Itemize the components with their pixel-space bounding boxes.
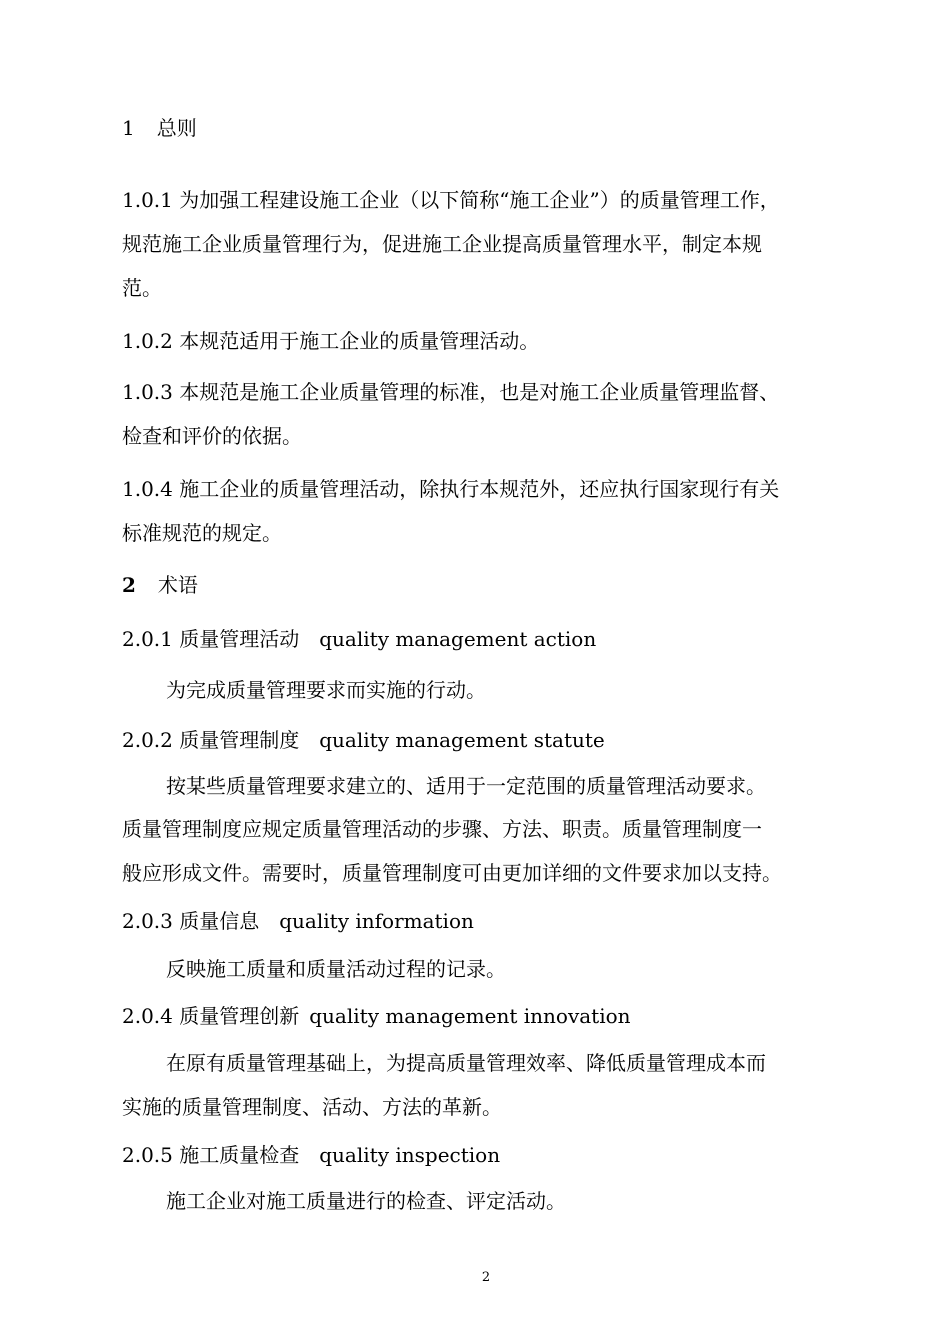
page-number: 2 — [481, 1270, 491, 1285]
section-2-heading — [122, 571, 198, 599]
term-2-0-2-definition-line-3: 般应形成文件。需要时，质量管理制度可由更加详细的文件要求加以支持。 — [122, 861, 782, 885]
term-2-0-5-english: quality inspection — [319, 1143, 501, 1167]
term-2-0-4-definition-line-2: 实施的质量管理制度、活动、方法的革新。 — [122, 1095, 502, 1119]
clause-1-0-2-line-1: 1.0.2 本规范适用于施工企业的质量管理活动。 — [122, 329, 540, 353]
clause-1-0-3-line-2: 检查和评价的依据。 — [122, 424, 302, 448]
clause-1-0-1-line-1: 1.0.1 为加强工程建设施工企业（以下简称“施工企业”）的质量管理工作， — [122, 188, 780, 212]
term-2-0-3-english: quality information — [279, 909, 474, 933]
section-1-number: 1 — [122, 116, 135, 140]
term-2-0-5-definition: 施工企业对施工质量进行的检查、评定活动。 — [166, 1189, 566, 1213]
term-2-0-5 — [122, 1141, 500, 1169]
clause-1-0-1-line-2: 规范施工企业质量管理行为，促进施工企业提高质量管理水平，制定本规 — [122, 232, 762, 256]
term-2-0-3 — [122, 907, 474, 935]
term-2-0-4 — [122, 1002, 631, 1030]
term-2-0-1 — [122, 625, 596, 653]
term-2-0-2-definition-line-1: 按某些质量管理要求建立的、适用于一定范围的质量管理活动要求。 — [166, 774, 766, 798]
term-2-0-4-definition-line-1: 在原有质量管理基础上，为提高质量管理效率、降低质量管理成本而 — [166, 1051, 766, 1075]
term-2-0-4-english: quality management innovation — [309, 1004, 631, 1028]
term-2-0-5-chinese: 2.0.5 施工质量检查 — [122, 1143, 300, 1167]
clause-1-0-1-line-3: 范。 — [122, 276, 162, 300]
clause-1-0-4-line-2: 标准规范的规定。 — [122, 521, 282, 545]
term-2-0-2 — [122, 726, 605, 754]
term-2-0-3-chinese: 2.0.3 质量信息 — [122, 909, 260, 933]
term-2-0-1-definition: 为完成质量管理要求而实施的行动。 — [166, 678, 486, 702]
section-2-number: 2 — [122, 573, 136, 597]
section-2-title: 术语 — [157, 573, 198, 597]
document-page — [122, 0, 850, 1344]
term-2-0-1-chinese: 2.0.1 质量管理活动 — [122, 627, 300, 651]
term-2-0-2-definition-line-2: 质量管理制度应规定质量管理活动的步骤、方法、职责。质量管理制度一 — [122, 817, 762, 841]
section-1-heading — [122, 114, 197, 142]
clause-1-0-4-line-1: 1.0.4 施工企业的质量管理活动，除执行本规范外，还应执行国家现行有关 — [122, 477, 780, 501]
term-2-0-2-english: quality management statute — [319, 728, 605, 752]
term-2-0-1-english: quality management action — [319, 627, 597, 651]
clause-1-0-3-line-1: 1.0.3 本规范是施工企业质量管理的标准，也是对施工企业质量管理监督、 — [122, 380, 780, 404]
section-1-title: 总则 — [156, 116, 197, 140]
term-2-0-4-chinese: 2.0.4 质量管理创新 — [122, 1004, 300, 1028]
term-2-0-2-chinese: 2.0.2 质量管理制度 — [122, 728, 300, 752]
term-2-0-3-definition: 反映施工质量和质量活动过程的记录。 — [166, 957, 506, 981]
